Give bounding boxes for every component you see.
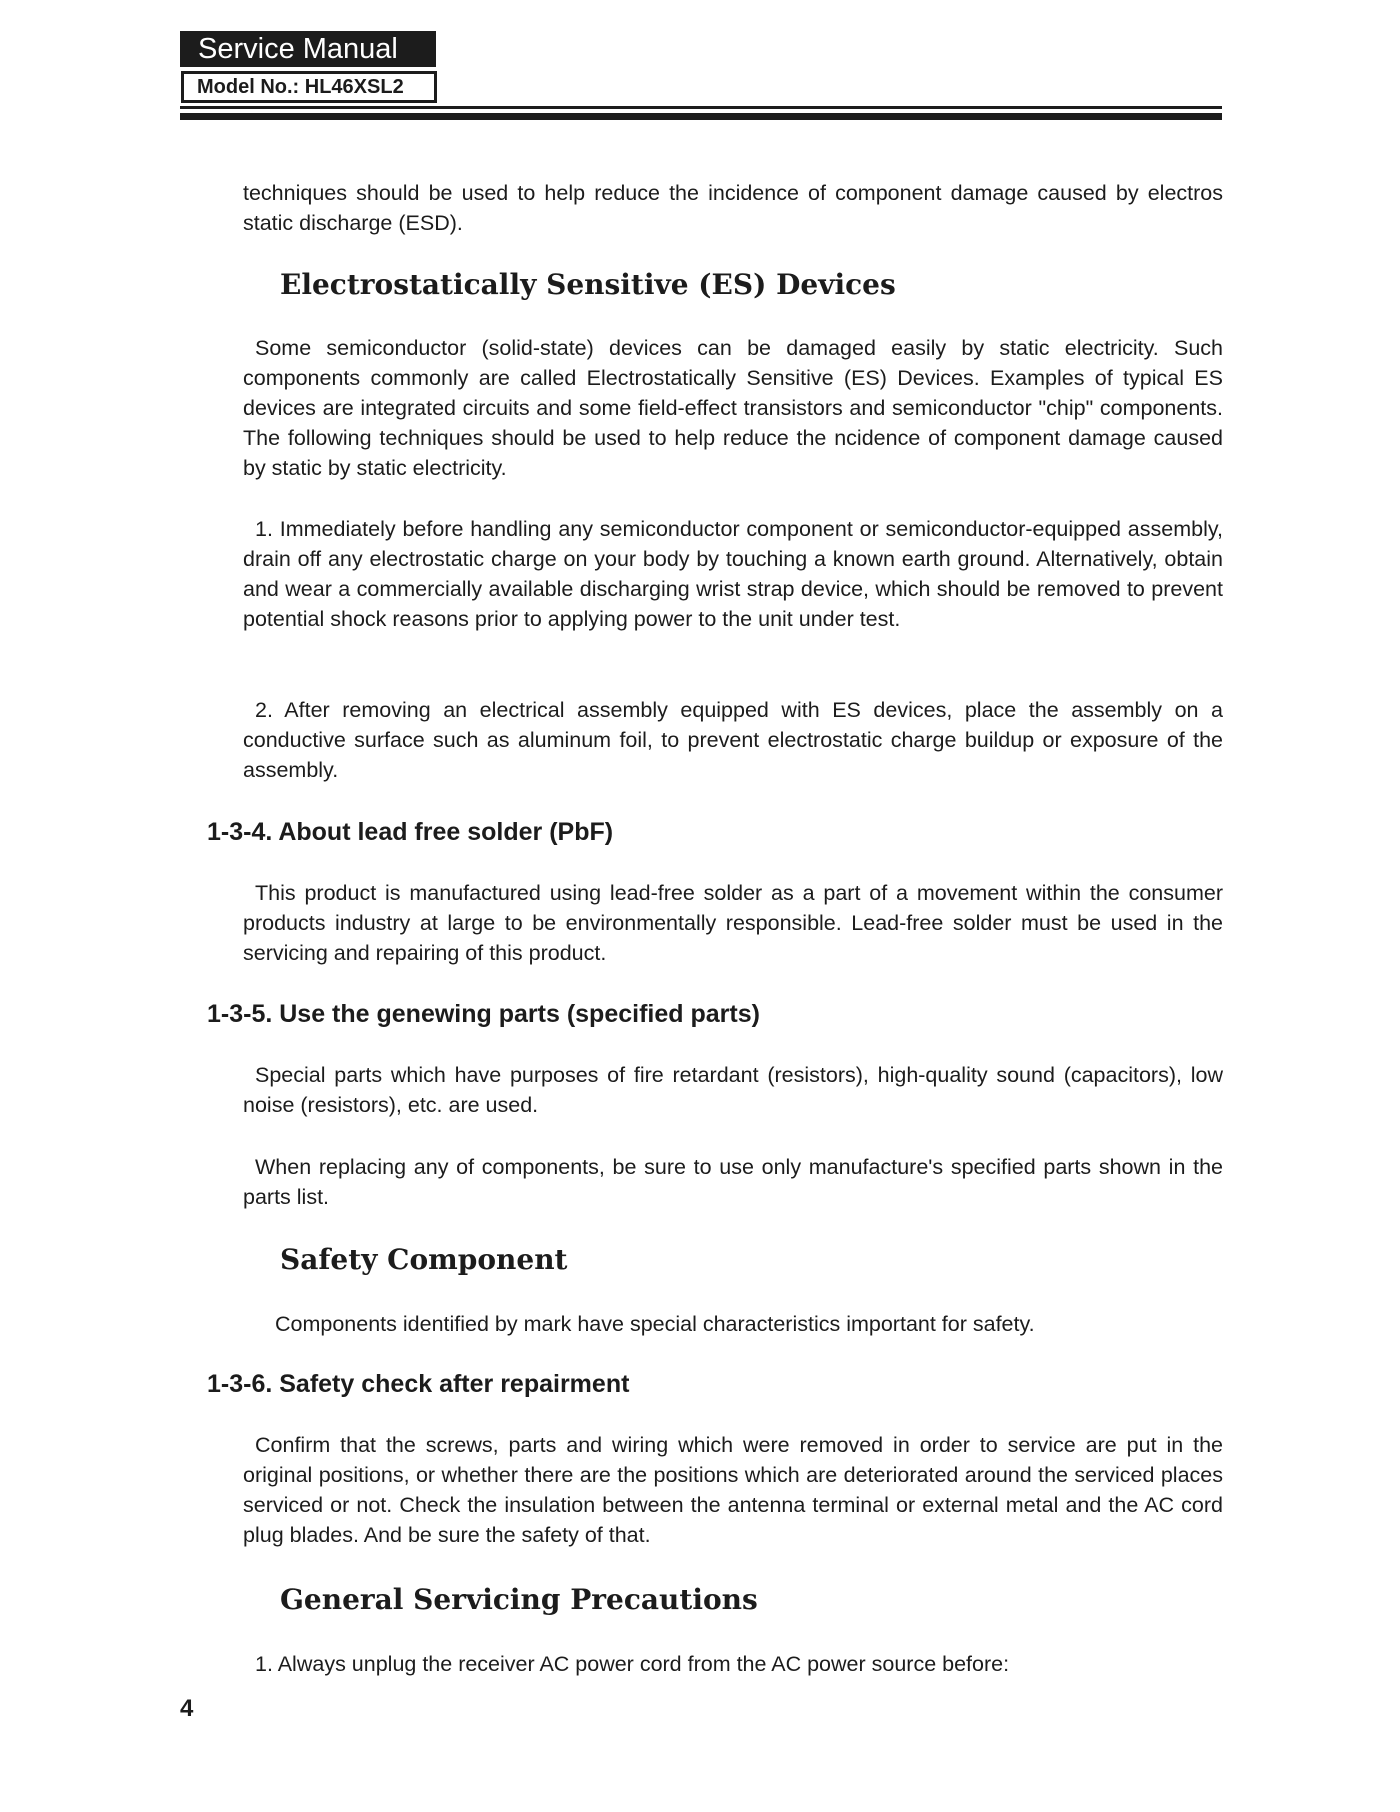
- manual-title: Service Manual: [180, 31, 436, 67]
- genuine-parts-paragraph-2: When replacing any of components, be sure to use only manufacture's specified parts shown in the parts list.: [243, 1155, 1223, 1209]
- intro-continuation: techniques should be used to help reduce the incidence of component damage caused by electros static discharge (ESD).: [243, 181, 1223, 235]
- es-devices-item-1: 1. Immediately before handling any semiconductor component or semiconductor-equipped assembly, drain off any electrostatic charge on your body by touching a known earth ground. Alternatively, obtain and wear a commercially available discharging wrist strap device, which should be removed to prevent potential shock reasons prior to applying power to the unit under test.: [243, 517, 1223, 631]
- model-number: Model No.: HL46XSL2: [181, 71, 437, 103]
- general-precautions-item-1: 1. Always unplug the receiver AC power cord from the AC power source before:: [255, 1652, 1010, 1676]
- es-devices-paragraph: Some semiconductor (solid-state) devices can be damaged easily by static electricity. Such components commonly are called Electrostatically Sensitive (ES) Devices. Examples of typical ES devices are integrated circuits and some field-effect transistors and semiconductor "chip" components. The following techniques should be used to help reduce the ncidence of component damage caused by static by static electricity.: [243, 336, 1223, 480]
- general-precautions-heading: General Servicing Precautions: [280, 1583, 758, 1616]
- safety-component-heading: Safety Component: [280, 1243, 568, 1276]
- safety-component-paragraph: Components identified by mark have special characteristics important for safety.: [275, 1312, 1035, 1336]
- header-rule-thick: [180, 113, 1222, 120]
- genuine-parts-paragraph-1: Special parts which have purposes of fire retardant (resistors), high-quality sound (capacitors), low noise (resistors), etc. are used.: [243, 1063, 1223, 1117]
- header-rule-thin: [180, 106, 1222, 109]
- genuine-parts-heading: 1-3-5. Use the genewing parts (specified parts): [207, 1000, 760, 1028]
- lead-free-heading: 1-3-4. About lead free solder (PbF): [207, 818, 614, 846]
- safety-check-paragraph: Confirm that the screws, parts and wiring which were removed in order to service are put in the original positions, or whether there are the positions which are deteriorated around the serviced places serviced or not. Check the insulation between the antenna terminal or external metal and the AC cord plug blades. And be sure the safety of that.: [243, 1433, 1223, 1547]
- es-devices-heading: Electrostatically Sensitive (ES) Devices: [280, 268, 896, 301]
- lead-free-paragraph: This product is manufactured using lead-free solder as a part of a movement within the consumer products industry at large to be environmentally responsible. Lead-free solder must be used in the servicing and repairing of this product.: [243, 881, 1223, 965]
- page-number: 4: [180, 1695, 194, 1722]
- safety-check-heading: 1-3-6. Safety check after repairment: [207, 1370, 630, 1398]
- es-devices-item-2: 2. After removing an electrical assembly equipped with ES devices, place the assembly on a conductive surface such as aluminum foil, to prevent electrostatic charge buildup or exposure of the assembly.: [243, 698, 1223, 782]
